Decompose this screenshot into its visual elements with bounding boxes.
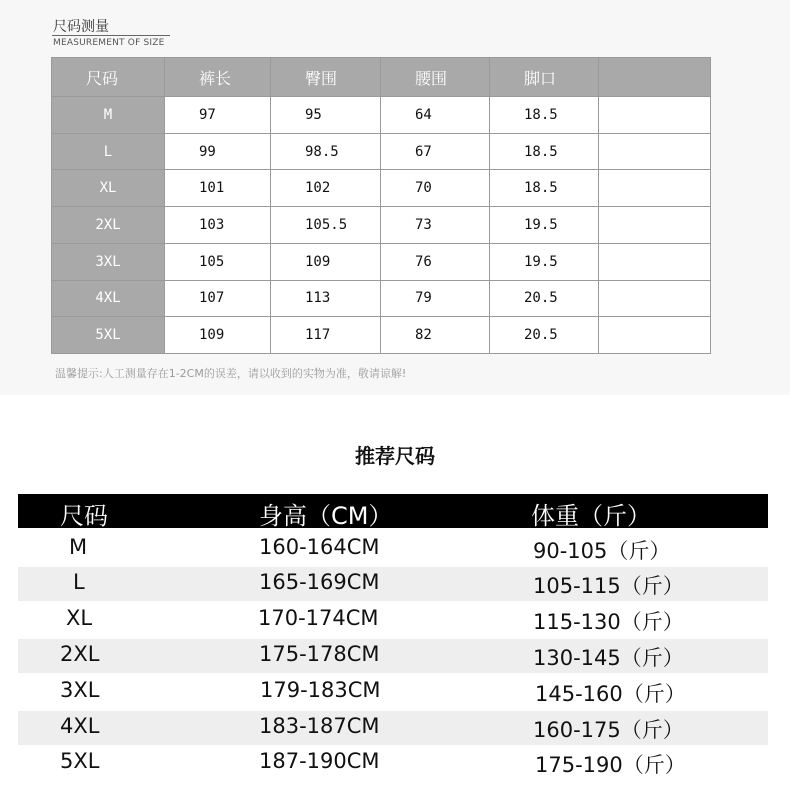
header-length: 裤长 — [165, 58, 271, 97]
length-cell: 103 — [165, 207, 271, 244]
recommend-size: M — [69, 535, 88, 559]
header-hip: 臀围 — [271, 58, 381, 97]
hip-cell: 98.5 — [271, 133, 381, 170]
recommend-weight: 175-190（斤） — [535, 753, 686, 777]
leg-opening-cell: 18.5 — [490, 170, 599, 207]
recommend-row — [18, 639, 768, 673]
recommend-row — [18, 675, 768, 709]
recommend-header-row — [18, 494, 768, 528]
recommend-height: 160-164CM — [259, 535, 380, 559]
recommend-weight: 90-105（斤） — [533, 539, 671, 563]
empty-cell — [599, 97, 711, 134]
leg-opening-cell: 18.5 — [490, 97, 599, 134]
recommend-row — [18, 603, 768, 637]
empty-cell — [599, 207, 711, 244]
recommend-weight: 160-175（斤） — [533, 718, 684, 742]
recommend-header-height: 身高（CM） — [259, 502, 393, 530]
waist-cell: 76 — [381, 243, 490, 280]
recommend-row — [18, 567, 768, 601]
empty-cell — [599, 317, 711, 354]
recommend-height: 170-174CM — [258, 606, 379, 630]
hip-cell: 109 — [271, 243, 381, 280]
length-cell: 109 — [165, 317, 271, 354]
waist-cell: 73 — [381, 207, 490, 244]
hip-cell: 113 — [271, 280, 381, 317]
recommend-height: 179-183CM — [260, 678, 381, 702]
table-header-row — [52, 58, 711, 97]
leg-opening-cell: 18.5 — [490, 133, 599, 170]
measurement-subtitle: MEASUREMENT OF SIZE — [53, 38, 165, 48]
length-cell: 105 — [165, 243, 271, 280]
table-row — [52, 97, 711, 134]
hip-cell: 105.5 — [271, 207, 381, 244]
leg-opening-cell: 20.5 — [490, 317, 599, 354]
empty-cell — [599, 243, 711, 280]
recommend-size: 4XL — [60, 714, 100, 738]
recommend-header-size: 尺码 — [60, 502, 108, 530]
leg-opening-cell: 19.5 — [490, 243, 599, 280]
table-row — [52, 280, 711, 317]
table-row — [52, 243, 711, 280]
waist-cell: 82 — [381, 317, 490, 354]
recommend-row — [18, 711, 768, 745]
size-cell: M — [52, 97, 165, 134]
size-cell: L — [52, 133, 165, 170]
length-cell: 107 — [165, 280, 271, 317]
measurement-title: 尺码测量 — [53, 19, 109, 35]
recommend-weight: 115-130（斤） — [533, 610, 684, 634]
table-row — [52, 133, 711, 170]
waist-cell: 79 — [381, 280, 490, 317]
empty-cell — [599, 170, 711, 207]
waist-cell: 64 — [381, 97, 490, 134]
recommend-size: 5XL — [60, 749, 100, 773]
size-cell: 2XL — [52, 207, 165, 244]
recommend-size: L — [73, 570, 85, 594]
measurement-note: 温馨提示:人工测量存在1-2CM的误差，请以收到的实物为准，敬请谅解! — [55, 367, 407, 380]
size-cell: 4XL — [52, 280, 165, 317]
recommend-row — [18, 746, 768, 780]
leg-opening-cell: 20.5 — [490, 280, 599, 317]
recommend-size: 3XL — [60, 678, 100, 702]
recommend-header-weight: 体重（斤） — [531, 502, 651, 530]
measurement-table — [51, 57, 711, 354]
header-empty — [599, 58, 711, 97]
header-size: 尺码 — [52, 58, 165, 97]
header-waist: 腰围 — [381, 58, 490, 97]
recommend-size: XL — [66, 606, 93, 630]
recommend-height: 183-187CM — [259, 714, 380, 738]
recommend-weight: 130-145（斤） — [533, 646, 684, 670]
header-leg-opening: 脚口 — [490, 58, 599, 97]
recommend-weight: 105-115（斤） — [533, 574, 684, 598]
empty-cell — [599, 133, 711, 170]
recommend-row — [18, 532, 768, 566]
waist-cell: 67 — [381, 133, 490, 170]
title-divider — [52, 35, 170, 36]
hip-cell: 117 — [271, 317, 381, 354]
table-row — [52, 317, 711, 354]
size-cell: 3XL — [52, 243, 165, 280]
recommend-height: 187-190CM — [259, 749, 380, 773]
size-cell: XL — [52, 170, 165, 207]
recommend-height: 175-178CM — [259, 642, 380, 666]
recommend-size: 2XL — [60, 642, 100, 666]
length-cell: 99 — [165, 133, 271, 170]
table-row — [52, 170, 711, 207]
recommend-height: 165-169CM — [259, 570, 380, 594]
measurement-section — [0, 0, 790, 395]
length-cell: 97 — [165, 97, 271, 134]
leg-opening-cell: 19.5 — [490, 207, 599, 244]
table-row — [52, 207, 711, 244]
size-cell: 5XL — [52, 317, 165, 354]
waist-cell: 70 — [381, 170, 490, 207]
empty-cell — [599, 280, 711, 317]
hip-cell: 95 — [271, 97, 381, 134]
length-cell: 101 — [165, 170, 271, 207]
recommend-weight: 145-160（斤） — [535, 682, 686, 706]
recommend-title: 推荐尺码 — [355, 444, 435, 468]
hip-cell: 102 — [271, 170, 381, 207]
